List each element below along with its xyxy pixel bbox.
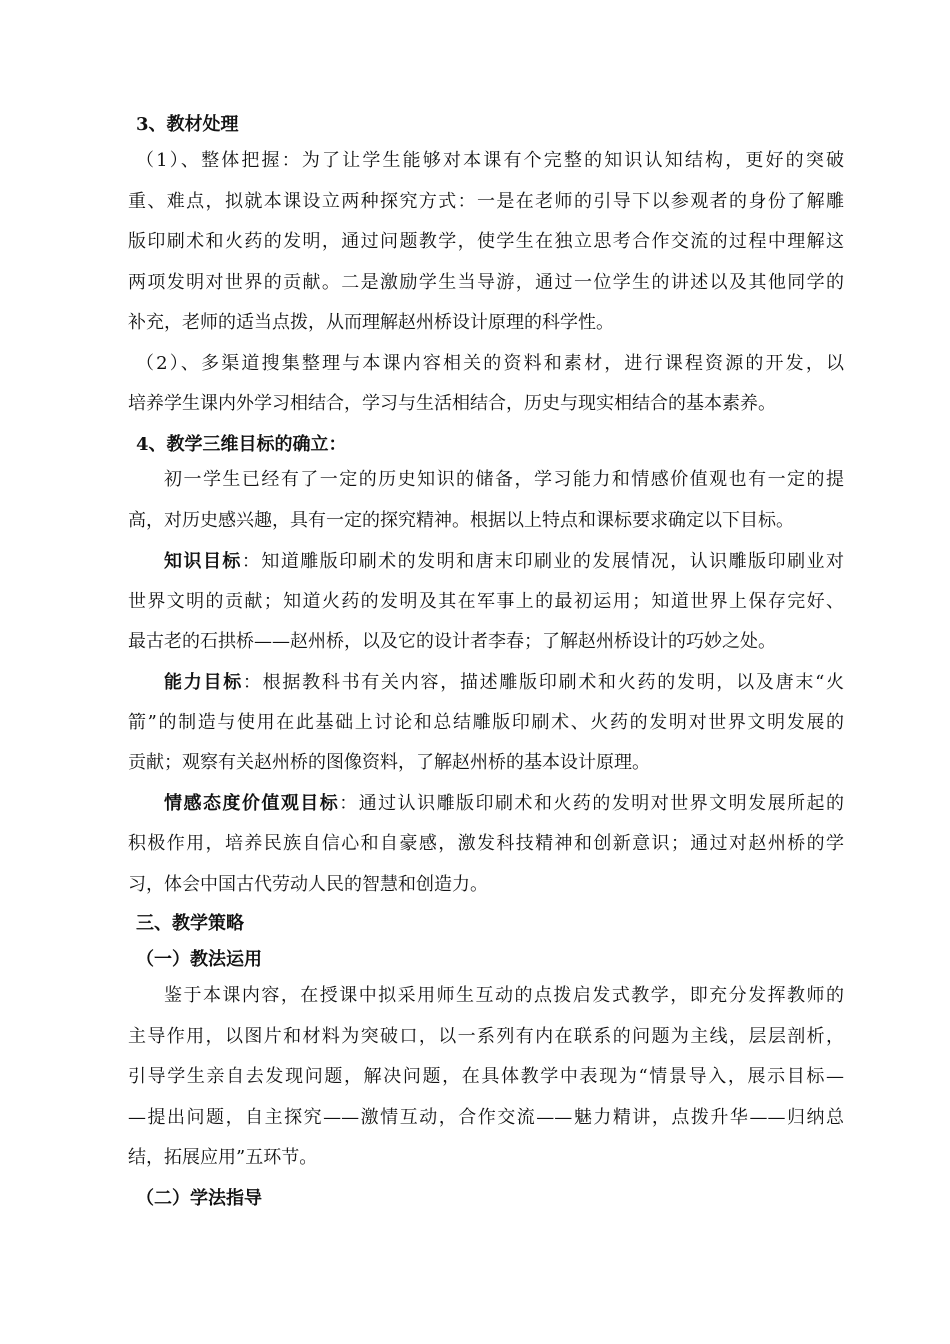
paragraph-line: 补充，老师的适当点拨，从而理解赵州桥设计原理的科学性。	[128, 312, 614, 333]
subheading-teaching-method: （一）教法运用	[136, 949, 262, 970]
section-heading-strategy: 三、教学策略	[136, 913, 244, 934]
emotion-goal-text: ：通过认识雕版印刷术和火药的发明对世界文明发展所起的	[339, 793, 844, 814]
paragraph-line: 结，拓展应用”五环节。	[128, 1147, 318, 1168]
knowledge-goal-line	[128, 549, 844, 575]
paragraph-line: —提出问题，自主探究——激情互动，合作交流——魅力精讲，点拨升华——归纳总	[128, 1107, 844, 1128]
paragraph-line: 重、难点，拟就本课设立两种探究方式：一是在老师的引导下以参观者的身份了解雕	[128, 191, 844, 212]
emotion-goal-line	[128, 791, 844, 817]
paragraph-line: 引导学生亲自去发现问题，解决问题，在具体教学中表现为“情景导入，展示目标—	[128, 1066, 844, 1087]
paragraph-line: （1）、整体把握：为了让学生能够对本课有个完整的知识认知结构，更好的突破	[136, 150, 844, 171]
paragraph-line: 鉴于本课内容，在授课中拟采用师生互动的点拨启发式教学，即充分发挥教师的	[164, 985, 844, 1006]
paragraph-line: 版印刷术和火药的发明，通过问题教学，使学生在独立思考合作交流的过程中理解这	[128, 231, 844, 252]
paragraph-line: 初一学生已经有了一定的历史知识的储备，学习能力和情感价值观也有一定的提	[164, 469, 844, 490]
paragraph-line: 世界文明的贡献；知道火药的发明及其在军事上的最初运用；知道世界上保存完好、	[128, 591, 844, 612]
ability-goal-text: ：根据教科书有关内容，描述雕版印刷术和火药的发明，以及唐末“火	[242, 672, 845, 693]
paragraph-line: 贡献；观察有关赵州桥的图像资料，了解赵州桥的基本设计原理。	[128, 752, 650, 773]
ability-goal-label: 能力目标	[164, 672, 243, 693]
paragraph-line: 培养学生课内外学习相结合，学习与生活相结合，历史与现实相结合的基本素养。	[128, 393, 776, 414]
paragraph-line: 习，体会中国古代劳动人民的智慧和创造力。	[128, 874, 488, 895]
paragraph-line: 最古老的石拱桥——赵州桥，以及它的设计者李春；了解赵州桥设计的巧妙之处。	[128, 631, 776, 652]
ability-goal-line	[128, 670, 844, 696]
emotion-goal-label: 情感态度价值观目标	[164, 793, 340, 814]
subheading-study-guidance: （二）学法指导	[136, 1188, 262, 1209]
section-heading-goals: 4、教学三维目标的确立：	[136, 434, 347, 455]
paragraph-line: 两项发明对世界的贡献。二是激励学生当导游，通过一位学生的讲述以及其他同学的	[128, 272, 844, 293]
paragraph-line: 主导作用，以图片和材料为突破口，以一系列有内在联系的问题为主线，层层剖析，	[128, 1026, 844, 1047]
paragraph-line: 高，对历史感兴趣，具有一定的探究精神。根据以上特点和课标要求确定以下目标。	[128, 510, 794, 531]
knowledge-goal-text: ：知道雕版印刷术的发明和唐末印刷业的发展情况，认识雕版印刷业对	[241, 551, 845, 572]
knowledge-goal-label: 知识目标	[164, 551, 242, 572]
paragraph-line: （2）、多渠道搜集整理与本课内容相关的资料和素材，进行课程资源的开发，以	[136, 353, 844, 374]
paragraph-line: 积极作用，培养民族自信心和自豪感，激发科技精神和创新意识；通过对赵州桥的学	[128, 833, 844, 854]
paragraph-line: 箭”的制造与使用在此基础上讨论和总结雕版印刷术、火药的发明对世界文明发展的	[128, 712, 844, 733]
section-heading-materials: 3、教材处理	[136, 114, 239, 135]
